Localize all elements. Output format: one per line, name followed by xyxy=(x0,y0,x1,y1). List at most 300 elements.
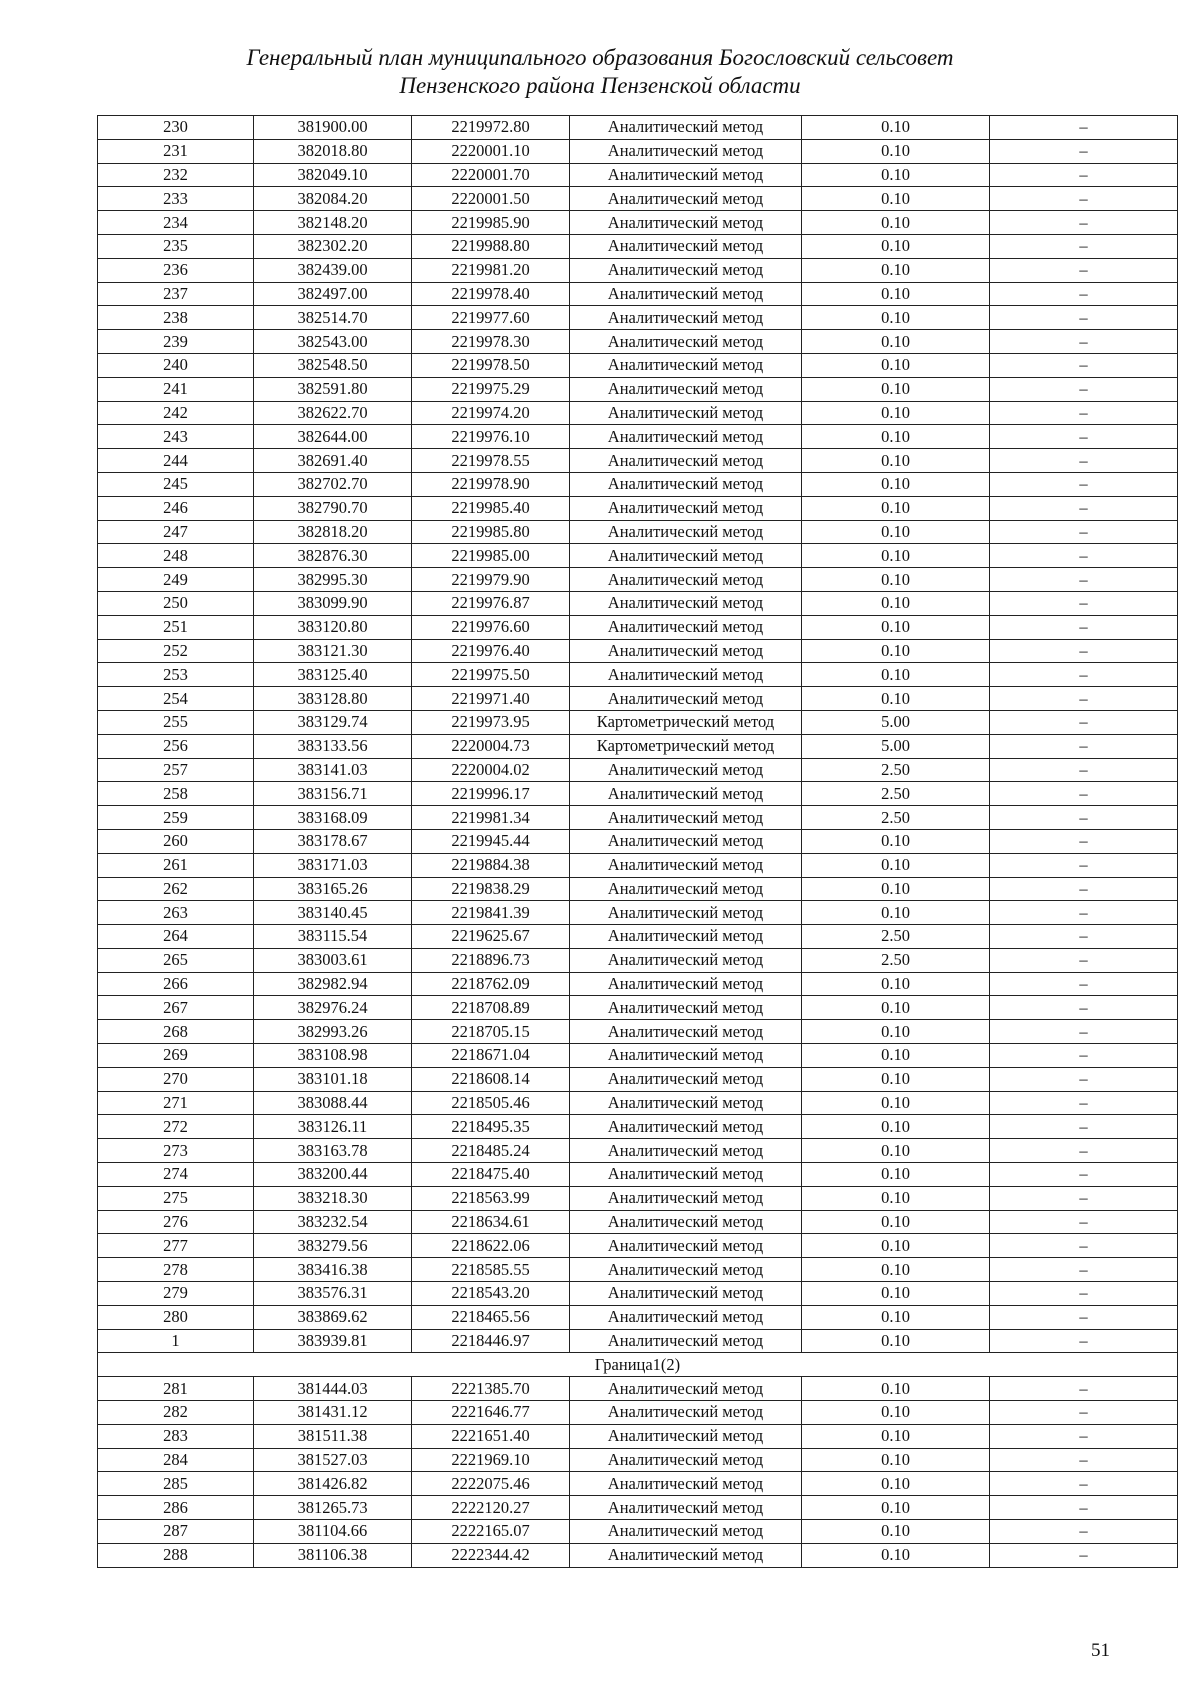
point-number-cell: 230 xyxy=(98,116,254,140)
x-coordinate-cell: 383178.67 xyxy=(254,829,412,853)
note-cell: – xyxy=(990,1044,1178,1068)
method-cell: Аналитический метод xyxy=(570,877,802,901)
table-row xyxy=(98,972,1178,996)
y-coordinate-cell: 2219988.80 xyxy=(412,234,570,258)
x-coordinate-cell: 383128.80 xyxy=(254,687,412,711)
accuracy-cell: 0.10 xyxy=(802,139,990,163)
table-row xyxy=(98,449,1178,473)
point-number-cell: 257 xyxy=(98,758,254,782)
accuracy-cell: 0.10 xyxy=(802,615,990,639)
note-cell: – xyxy=(990,520,1178,544)
point-number-cell: 269 xyxy=(98,1044,254,1068)
x-coordinate-cell: 382995.30 xyxy=(254,568,412,592)
method-cell: Аналитический метод xyxy=(570,1472,802,1496)
point-number-cell: 259 xyxy=(98,806,254,830)
method-cell: Аналитический метод xyxy=(570,1377,802,1401)
method-cell: Аналитический метод xyxy=(570,544,802,568)
note-cell: – xyxy=(990,258,1178,282)
table-row xyxy=(98,282,1178,306)
note-cell: – xyxy=(990,568,1178,592)
note-cell: – xyxy=(990,1067,1178,1091)
y-coordinate-cell: 2219977.60 xyxy=(412,306,570,330)
x-coordinate-cell: 383279.56 xyxy=(254,1234,412,1258)
note-cell: – xyxy=(990,353,1178,377)
note-cell: – xyxy=(990,496,1178,520)
point-number-cell: 250 xyxy=(98,591,254,615)
point-number-cell: 246 xyxy=(98,496,254,520)
accuracy-cell: 0.10 xyxy=(802,972,990,996)
accuracy-cell: 0.10 xyxy=(802,377,990,401)
y-coordinate-cell: 2220001.70 xyxy=(412,163,570,187)
method-cell: Аналитический метод xyxy=(570,330,802,354)
accuracy-cell: 0.10 xyxy=(802,1210,990,1234)
table-row xyxy=(98,1210,1178,1234)
x-coordinate-cell: 382976.24 xyxy=(254,996,412,1020)
method-cell: Аналитический метод xyxy=(570,258,802,282)
note-cell: – xyxy=(990,1163,1178,1187)
point-number-cell: 237 xyxy=(98,282,254,306)
x-coordinate-cell: 383126.11 xyxy=(254,1115,412,1139)
y-coordinate-cell: 2219978.30 xyxy=(412,330,570,354)
accuracy-cell: 0.10 xyxy=(802,211,990,235)
y-coordinate-cell: 2219972.80 xyxy=(412,116,570,140)
method-cell: Аналитический метод xyxy=(570,139,802,163)
note-cell: – xyxy=(990,829,1178,853)
method-cell: Аналитический метод xyxy=(570,901,802,925)
point-number-cell: 241 xyxy=(98,377,254,401)
x-coordinate-cell: 382049.10 xyxy=(254,163,412,187)
point-number-cell: 287 xyxy=(98,1520,254,1544)
x-coordinate-cell: 382439.00 xyxy=(254,258,412,282)
accuracy-cell: 0.10 xyxy=(802,901,990,925)
x-coordinate-cell: 382302.20 xyxy=(254,234,412,258)
point-number-cell: 255 xyxy=(98,710,254,734)
method-cell: Аналитический метод xyxy=(570,377,802,401)
note-cell: – xyxy=(990,1401,1178,1425)
note-cell: – xyxy=(990,1258,1178,1282)
accuracy-cell: 0.10 xyxy=(802,1282,990,1306)
x-coordinate-cell: 382993.26 xyxy=(254,1020,412,1044)
note-cell: – xyxy=(990,1377,1178,1401)
y-coordinate-cell: 2218495.35 xyxy=(412,1115,570,1139)
x-coordinate-cell: 382591.80 xyxy=(254,377,412,401)
note-cell: – xyxy=(990,330,1178,354)
accuracy-cell: 0.10 xyxy=(802,1329,990,1353)
y-coordinate-cell: 2219981.20 xyxy=(412,258,570,282)
point-number-cell: 280 xyxy=(98,1305,254,1329)
table-row xyxy=(98,1401,1178,1425)
accuracy-cell: 0.10 xyxy=(802,1543,990,1567)
note-cell: – xyxy=(990,972,1178,996)
y-coordinate-cell: 2219985.80 xyxy=(412,520,570,544)
x-coordinate-cell: 382876.30 xyxy=(254,544,412,568)
accuracy-cell: 0.10 xyxy=(802,1139,990,1163)
method-cell: Аналитический метод xyxy=(570,1234,802,1258)
point-number-cell: 238 xyxy=(98,306,254,330)
table-body xyxy=(98,116,1178,1568)
note-cell: – xyxy=(990,591,1178,615)
method-cell: Аналитический метод xyxy=(570,211,802,235)
accuracy-cell: 0.10 xyxy=(802,472,990,496)
y-coordinate-cell: 2219976.40 xyxy=(412,639,570,663)
x-coordinate-cell: 383163.78 xyxy=(254,1139,412,1163)
accuracy-cell: 0.10 xyxy=(802,1044,990,1068)
section-row xyxy=(98,1353,1178,1377)
x-coordinate-cell: 383141.03 xyxy=(254,758,412,782)
method-cell: Аналитический метод xyxy=(570,116,802,140)
table-row xyxy=(98,1139,1178,1163)
table-row xyxy=(98,496,1178,520)
point-number-cell: 244 xyxy=(98,449,254,473)
accuracy-cell: 0.10 xyxy=(802,1472,990,1496)
method-cell: Аналитический метод xyxy=(570,306,802,330)
note-cell: – xyxy=(990,853,1178,877)
table-row xyxy=(98,568,1178,592)
table-row xyxy=(98,663,1178,687)
note-cell: – xyxy=(990,710,1178,734)
x-coordinate-cell: 382622.70 xyxy=(254,401,412,425)
y-coordinate-cell: 2219974.20 xyxy=(412,401,570,425)
x-coordinate-cell: 382148.20 xyxy=(254,211,412,235)
table-row xyxy=(98,1186,1178,1210)
y-coordinate-cell: 2220004.73 xyxy=(412,734,570,758)
point-number-cell: 276 xyxy=(98,1210,254,1234)
table-row xyxy=(98,877,1178,901)
method-cell: Аналитический метод xyxy=(570,1329,802,1353)
accuracy-cell: 0.10 xyxy=(802,520,990,544)
accuracy-cell: 0.10 xyxy=(802,1020,990,1044)
note-cell: – xyxy=(990,1520,1178,1544)
method-cell: Картометрический метод xyxy=(570,734,802,758)
y-coordinate-cell: 2222165.07 xyxy=(412,1520,570,1544)
method-cell: Аналитический метод xyxy=(570,1448,802,1472)
x-coordinate-cell: 381511.38 xyxy=(254,1424,412,1448)
y-coordinate-cell: 2219978.55 xyxy=(412,449,570,473)
y-coordinate-cell: 2219978.90 xyxy=(412,472,570,496)
point-number-cell: 236 xyxy=(98,258,254,282)
x-coordinate-cell: 382018.80 xyxy=(254,139,412,163)
point-number-cell: 256 xyxy=(98,734,254,758)
accuracy-cell: 0.10 xyxy=(802,853,990,877)
method-cell: Аналитический метод xyxy=(570,1496,802,1520)
note-cell: – xyxy=(990,1234,1178,1258)
note-cell: – xyxy=(990,782,1178,806)
method-cell: Аналитический метод xyxy=(570,472,802,496)
y-coordinate-cell: 2219976.87 xyxy=(412,591,570,615)
document-header xyxy=(0,44,1200,100)
table-row xyxy=(98,806,1178,830)
note-cell: – xyxy=(990,425,1178,449)
table-row xyxy=(98,1520,1178,1544)
y-coordinate-cell: 2219884.38 xyxy=(412,853,570,877)
accuracy-cell: 5.00 xyxy=(802,734,990,758)
x-coordinate-cell: 381431.12 xyxy=(254,1401,412,1425)
note-cell: – xyxy=(990,401,1178,425)
y-coordinate-cell: 2218485.24 xyxy=(412,1139,570,1163)
table-row xyxy=(98,1115,1178,1139)
table-row xyxy=(98,1448,1178,1472)
y-coordinate-cell: 2218465.56 xyxy=(412,1305,570,1329)
note-cell: – xyxy=(990,1186,1178,1210)
table-row xyxy=(98,306,1178,330)
note-cell: – xyxy=(990,925,1178,949)
accuracy-cell: 0.10 xyxy=(802,1448,990,1472)
y-coordinate-cell: 2219838.29 xyxy=(412,877,570,901)
method-cell: Картометрический метод xyxy=(570,710,802,734)
point-number-cell: 249 xyxy=(98,568,254,592)
method-cell: Аналитический метод xyxy=(570,1210,802,1234)
point-number-cell: 286 xyxy=(98,1496,254,1520)
point-number-cell: 271 xyxy=(98,1091,254,1115)
x-coordinate-cell: 383088.44 xyxy=(254,1091,412,1115)
table-row xyxy=(98,591,1178,615)
x-coordinate-cell: 383232.54 xyxy=(254,1210,412,1234)
table-row xyxy=(98,710,1178,734)
point-number-cell: 242 xyxy=(98,401,254,425)
method-cell: Аналитический метод xyxy=(570,639,802,663)
note-cell: – xyxy=(990,449,1178,473)
point-number-cell: 240 xyxy=(98,353,254,377)
table-row xyxy=(98,353,1178,377)
y-coordinate-cell: 2219978.50 xyxy=(412,353,570,377)
y-coordinate-cell: 2218505.46 xyxy=(412,1091,570,1115)
header-title-line-2: Пензенского района Пензенской области xyxy=(399,73,801,98)
point-number-cell: 251 xyxy=(98,615,254,639)
y-coordinate-cell: 2218563.99 xyxy=(412,1186,570,1210)
accuracy-cell: 5.00 xyxy=(802,710,990,734)
method-cell: Аналитический метод xyxy=(570,996,802,1020)
table-row xyxy=(98,1258,1178,1282)
point-number-cell: 260 xyxy=(98,829,254,853)
note-cell: – xyxy=(990,472,1178,496)
method-cell: Аналитический метод xyxy=(570,972,802,996)
x-coordinate-cell: 383200.44 xyxy=(254,1163,412,1187)
x-coordinate-cell: 382644.00 xyxy=(254,425,412,449)
method-cell: Аналитический метод xyxy=(570,353,802,377)
point-number-cell: 254 xyxy=(98,687,254,711)
accuracy-cell: 0.10 xyxy=(802,163,990,187)
accuracy-cell: 0.10 xyxy=(802,877,990,901)
y-coordinate-cell: 2219975.29 xyxy=(412,377,570,401)
y-coordinate-cell: 2219985.90 xyxy=(412,211,570,235)
table-row xyxy=(98,1234,1178,1258)
accuracy-cell: 0.10 xyxy=(802,306,990,330)
note-cell: – xyxy=(990,1472,1178,1496)
x-coordinate-cell: 382790.70 xyxy=(254,496,412,520)
note-cell: – xyxy=(990,187,1178,211)
accuracy-cell: 0.10 xyxy=(802,258,990,282)
y-coordinate-cell: 2218762.09 xyxy=(412,972,570,996)
method-cell: Аналитический метод xyxy=(570,520,802,544)
header-title-line-1: Генеральный план муниципального образования Богословский сельсовет xyxy=(246,45,954,70)
accuracy-cell: 0.10 xyxy=(802,116,990,140)
method-cell: Аналитический метод xyxy=(570,425,802,449)
point-number-cell: 285 xyxy=(98,1472,254,1496)
y-coordinate-cell: 2219985.00 xyxy=(412,544,570,568)
y-coordinate-cell: 2218475.40 xyxy=(412,1163,570,1187)
point-number-cell: 273 xyxy=(98,1139,254,1163)
y-coordinate-cell: 2219976.10 xyxy=(412,425,570,449)
point-number-cell: 261 xyxy=(98,853,254,877)
y-coordinate-cell: 2220001.10 xyxy=(412,139,570,163)
method-cell: Аналитический метод xyxy=(570,853,802,877)
method-cell: Аналитический метод xyxy=(570,1282,802,1306)
x-coordinate-cell: 383120.80 xyxy=(254,615,412,639)
y-coordinate-cell: 2218622.06 xyxy=(412,1234,570,1258)
accuracy-cell: 0.10 xyxy=(802,401,990,425)
point-number-cell: 264 xyxy=(98,925,254,949)
x-coordinate-cell: 383156.71 xyxy=(254,782,412,806)
note-cell: – xyxy=(990,1115,1178,1139)
accuracy-cell: 0.10 xyxy=(802,591,990,615)
point-number-cell: 279 xyxy=(98,1282,254,1306)
point-number-cell: 277 xyxy=(98,1234,254,1258)
method-cell: Аналитический метод xyxy=(570,1163,802,1187)
x-coordinate-cell: 381106.38 xyxy=(254,1543,412,1567)
point-number-cell: 252 xyxy=(98,639,254,663)
accuracy-cell: 0.10 xyxy=(802,1305,990,1329)
accuracy-cell: 0.10 xyxy=(802,1091,990,1115)
accuracy-cell: 0.10 xyxy=(802,1520,990,1544)
accuracy-cell: 0.10 xyxy=(802,1186,990,1210)
accuracy-cell: 2.50 xyxy=(802,925,990,949)
accuracy-cell: 2.50 xyxy=(802,782,990,806)
table-row xyxy=(98,211,1178,235)
note-cell: – xyxy=(990,1091,1178,1115)
table-row xyxy=(98,544,1178,568)
coordinates-table xyxy=(97,115,1178,1568)
point-number-cell: 263 xyxy=(98,901,254,925)
table-row xyxy=(98,639,1178,663)
method-cell: Аналитический метод xyxy=(570,1186,802,1210)
point-number-cell: 283 xyxy=(98,1424,254,1448)
table-row xyxy=(98,1044,1178,1068)
accuracy-cell: 0.10 xyxy=(802,1234,990,1258)
note-cell: – xyxy=(990,1543,1178,1567)
accuracy-cell: 0.10 xyxy=(802,639,990,663)
y-coordinate-cell: 2222120.27 xyxy=(412,1496,570,1520)
table-row xyxy=(98,901,1178,925)
x-coordinate-cell: 381444.03 xyxy=(254,1377,412,1401)
note-cell: – xyxy=(990,1424,1178,1448)
point-number-cell: 281 xyxy=(98,1377,254,1401)
y-coordinate-cell: 2219985.40 xyxy=(412,496,570,520)
x-coordinate-cell: 382818.20 xyxy=(254,520,412,544)
method-cell: Аналитический метод xyxy=(570,806,802,830)
accuracy-cell: 0.10 xyxy=(802,996,990,1020)
note-cell: – xyxy=(990,996,1178,1020)
note-cell: – xyxy=(990,1496,1178,1520)
x-coordinate-cell: 383576.31 xyxy=(254,1282,412,1306)
accuracy-cell: 0.10 xyxy=(802,1067,990,1091)
note-cell: – xyxy=(990,1305,1178,1329)
method-cell: Аналитический метод xyxy=(570,663,802,687)
y-coordinate-cell: 2218671.04 xyxy=(412,1044,570,1068)
note-cell: – xyxy=(990,734,1178,758)
x-coordinate-cell: 381900.00 xyxy=(254,116,412,140)
x-coordinate-cell: 382497.00 xyxy=(254,282,412,306)
accuracy-cell: 2.50 xyxy=(802,948,990,972)
note-cell: – xyxy=(990,1020,1178,1044)
accuracy-cell: 0.10 xyxy=(802,1377,990,1401)
accuracy-cell: 0.10 xyxy=(802,425,990,449)
table-row xyxy=(98,258,1178,282)
accuracy-cell: 0.10 xyxy=(802,449,990,473)
point-number-cell: 274 xyxy=(98,1163,254,1187)
y-coordinate-cell: 2219945.44 xyxy=(412,829,570,853)
y-coordinate-cell: 2218634.61 xyxy=(412,1210,570,1234)
method-cell: Аналитический метод xyxy=(570,948,802,972)
method-cell: Аналитический метод xyxy=(570,1424,802,1448)
method-cell: Аналитический метод xyxy=(570,687,802,711)
table-row xyxy=(98,1472,1178,1496)
accuracy-cell: 0.10 xyxy=(802,282,990,306)
y-coordinate-cell: 2218446.97 xyxy=(412,1329,570,1353)
method-cell: Аналитический метод xyxy=(570,1258,802,1282)
y-coordinate-cell: 2219841.39 xyxy=(412,901,570,925)
x-coordinate-cell: 383133.56 xyxy=(254,734,412,758)
note-cell: – xyxy=(990,1329,1178,1353)
note-cell: – xyxy=(990,615,1178,639)
note-cell: – xyxy=(990,544,1178,568)
y-coordinate-cell: 2219979.90 xyxy=(412,568,570,592)
method-cell: Аналитический метод xyxy=(570,568,802,592)
x-coordinate-cell: 383171.03 xyxy=(254,853,412,877)
accuracy-cell: 0.10 xyxy=(802,234,990,258)
note-cell: – xyxy=(990,948,1178,972)
table-row xyxy=(98,1163,1178,1187)
x-coordinate-cell: 382982.94 xyxy=(254,972,412,996)
y-coordinate-cell: 2218608.14 xyxy=(412,1067,570,1091)
note-cell: – xyxy=(990,234,1178,258)
note-cell: – xyxy=(990,211,1178,235)
accuracy-cell: 0.10 xyxy=(802,1496,990,1520)
note-cell: – xyxy=(990,663,1178,687)
method-cell: Аналитический метод xyxy=(570,591,802,615)
method-cell: Аналитический метод xyxy=(570,758,802,782)
y-coordinate-cell: 2219981.34 xyxy=(412,806,570,830)
method-cell: Аналитический метод xyxy=(570,1115,802,1139)
note-cell: – xyxy=(990,687,1178,711)
y-coordinate-cell: 2218543.20 xyxy=(412,1282,570,1306)
accuracy-cell: 0.10 xyxy=(802,829,990,853)
point-number-cell: 235 xyxy=(98,234,254,258)
y-coordinate-cell: 2219975.50 xyxy=(412,663,570,687)
x-coordinate-cell: 381104.66 xyxy=(254,1520,412,1544)
table-row xyxy=(98,401,1178,425)
table-row xyxy=(98,187,1178,211)
x-coordinate-cell: 383168.09 xyxy=(254,806,412,830)
x-coordinate-cell: 381527.03 xyxy=(254,1448,412,1472)
method-cell: Аналитический метод xyxy=(570,1520,802,1544)
method-cell: Аналитический метод xyxy=(570,163,802,187)
x-coordinate-cell: 382702.70 xyxy=(254,472,412,496)
table-row xyxy=(98,1091,1178,1115)
method-cell: Аналитический метод xyxy=(570,234,802,258)
table-row xyxy=(98,1067,1178,1091)
table-row xyxy=(98,234,1178,258)
x-coordinate-cell: 383416.38 xyxy=(254,1258,412,1282)
point-number-cell: 275 xyxy=(98,1186,254,1210)
point-number-cell: 284 xyxy=(98,1448,254,1472)
table-row xyxy=(98,948,1178,972)
y-coordinate-cell: 2218705.15 xyxy=(412,1020,570,1044)
table-row xyxy=(98,1329,1178,1353)
note-cell: – xyxy=(990,1210,1178,1234)
y-coordinate-cell: 2220004.02 xyxy=(412,758,570,782)
x-coordinate-cell: 383121.30 xyxy=(254,639,412,663)
method-cell: Аналитический метод xyxy=(570,615,802,639)
